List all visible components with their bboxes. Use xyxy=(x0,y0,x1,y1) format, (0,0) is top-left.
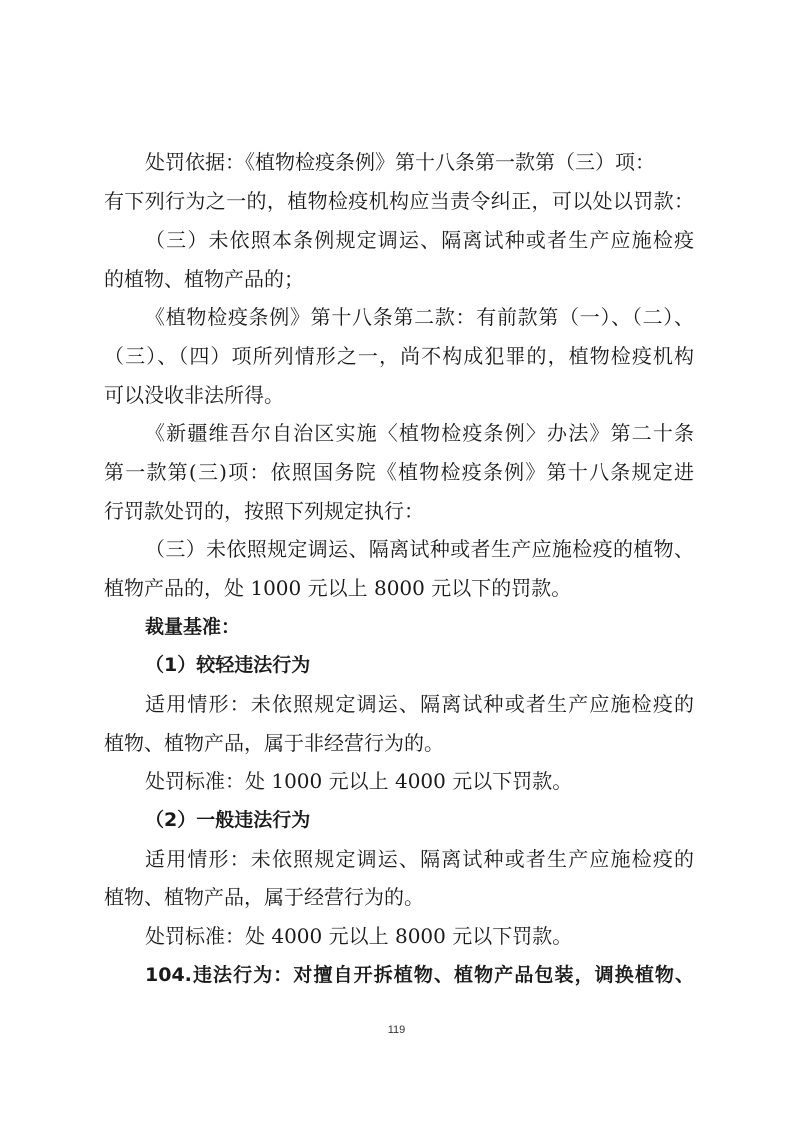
minor-applicable-case-line-1: 适用情形：未依照规定调运、隔离试种或者生产应施检疫的 xyxy=(145,692,694,716)
penalty-basis-line-2: 有下列行为之一的，植物检疫机构应当责令纠正，可以处以罚款： xyxy=(104,189,694,213)
article-18-2-line-3: 可以没收非法所得。 xyxy=(104,383,284,407)
item-104-heading: 104.违法行为：对擅自开拆植物、植物产品包装，调换植物、 xyxy=(145,964,694,986)
xinjiang-measures-line-2: 第一款第(三)项：依照国务院《植物检疫条例》第十八条规定进 xyxy=(104,460,694,484)
item-three-line-2: 的植物、植物产品的； xyxy=(104,267,304,291)
general-violation-heading: （2）一般违法行为 xyxy=(145,809,311,831)
minor-applicable-case-line-2: 植物、植物产品，属于非经营行为的。 xyxy=(104,731,444,755)
discretion-standard-heading: 裁量基准： xyxy=(145,616,241,638)
xinjiang-measures-line-1: 《新疆维吾尔自治区实施〈植物检疫条例〉办法》第二十条 xyxy=(145,421,694,445)
penalty-basis-line-1: 处罚依据：《植物检疫条例》第十八条第一款第（三）项： xyxy=(145,150,655,174)
article-18-2-line-2: （三）、（四）项所列情形之一，尚不构成犯罪的，植物检疫机构 xyxy=(104,344,694,368)
minor-violation-heading: （1）较轻违法行为 xyxy=(145,654,311,676)
general-penalty-standard: 处罚标准：处 4000 元以上 8000 元以下罚款。 xyxy=(145,924,573,948)
xinjiang-measures-line-3: 行罚款处罚的，按照下列规定执行： xyxy=(104,499,424,523)
article-18-2-line-1: 《植物检疫条例》第十八条第二款：有前款第（一）、（二）、 xyxy=(145,305,694,329)
item-three-line-1: （三）未依照本条例规定调运、隔离试种或者生产应施检疫 xyxy=(145,228,694,252)
general-applicable-case-line-1: 适用情形：未依照规定调运、隔离试种或者生产应施检疫的 xyxy=(145,847,694,871)
xinjiang-item-three-line-1: （三）未依照规定调运、隔离试种或者生产应施检疫的植物、 xyxy=(145,537,694,561)
xinjiang-item-three-line-2: 植物产品的，处 1000 元以上 8000 元以下的罚款。 xyxy=(104,576,572,600)
minor-penalty-standard: 处罚标准：处 1000 元以上 4000 元以下罚款。 xyxy=(145,769,573,793)
page-number: 119 xyxy=(387,1024,406,1036)
general-applicable-case-line-2: 植物、植物产品，属于经营行为的。 xyxy=(104,885,424,909)
